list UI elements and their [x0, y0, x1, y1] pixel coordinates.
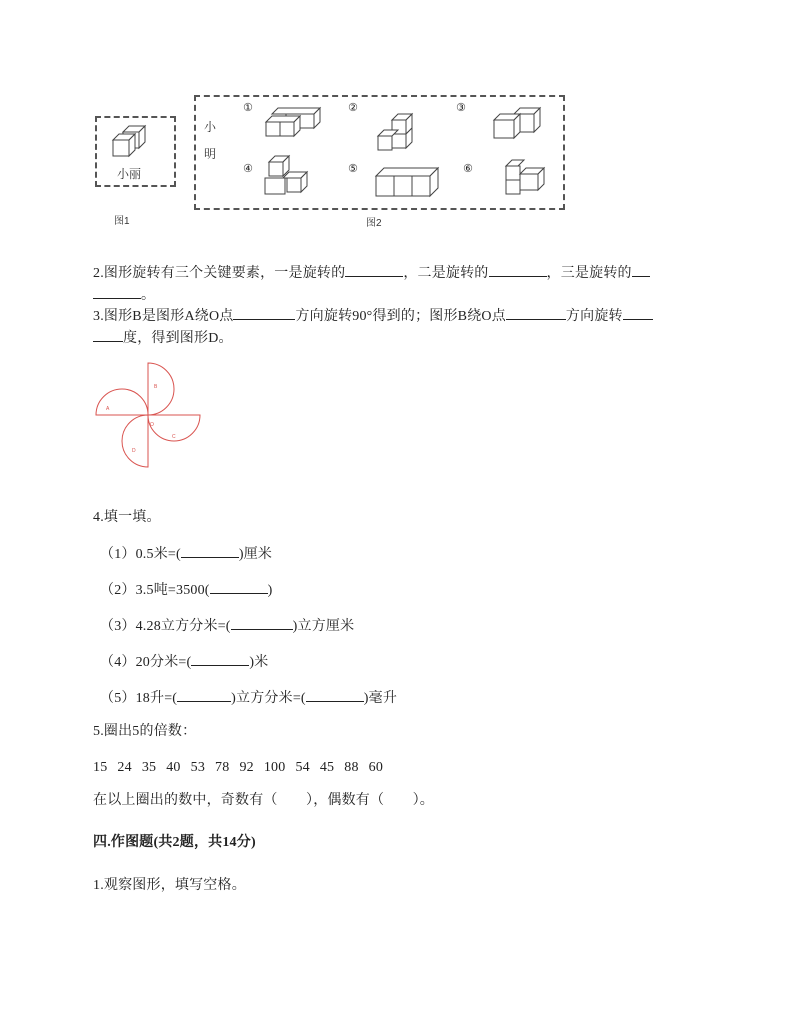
- q2-text-b: ，二是旋转的: [403, 266, 489, 281]
- q2-text-c: ，三是旋转的: [546, 266, 632, 281]
- q2-line1: [93, 262, 650, 284]
- q5-number[interactable]: 35: [141, 760, 157, 775]
- q5-number[interactable]: 92: [239, 760, 254, 775]
- q4-item-1-post: )厘米: [238, 547, 273, 562]
- q4-item-2-post: ): [267, 583, 273, 598]
- option-1-cubes: [266, 108, 326, 138]
- q2-text-d: 。: [141, 288, 156, 303]
- q4-item-3-post: )立方厘米: [292, 619, 355, 634]
- q3-text-d: 度，得到图形D。: [123, 331, 233, 346]
- q4-item-3: [100, 615, 354, 637]
- q5-number-list: [93, 758, 383, 778]
- option-4-cubes: [263, 156, 311, 196]
- q3-line2: [93, 327, 233, 349]
- q5-number[interactable]: 45: [319, 760, 335, 775]
- q5-number[interactable]: 24: [117, 760, 132, 775]
- q2-text-a: 2.图形旋转有三个关键要素，一是旋转的: [93, 266, 346, 281]
- figure2-caption: 图2: [366, 218, 382, 229]
- shape-d: [122, 415, 148, 467]
- q4-item-3-pre: 4.28立方分米=(: [135, 619, 231, 634]
- label-c: C: [172, 434, 176, 440]
- q5-number[interactable]: 53: [190, 760, 206, 775]
- q3-line1: [93, 305, 653, 327]
- option-2-marker: ②: [348, 101, 358, 114]
- q4-item-1: [100, 543, 272, 565]
- section-4-q1: 1.观察图形，填写空格。: [93, 878, 246, 893]
- q5-number[interactable]: 40: [166, 760, 181, 775]
- q4-item-4-post: )米: [249, 655, 269, 670]
- q5-sentence: 在以上圈出的数中，奇数有（ ），偶数有（ ）。: [93, 793, 434, 808]
- q5-number[interactable]: 78: [215, 760, 230, 775]
- q4-item-5-blank-2[interactable]: [306, 687, 364, 702]
- q5-number[interactable]: 100: [263, 760, 286, 775]
- label-o: O: [150, 422, 154, 428]
- q4-title: 4.填一填。: [93, 510, 161, 525]
- label-a: A: [106, 406, 110, 412]
- q4-item-3-num: （3）: [100, 619, 136, 634]
- q5-title: 5.圈出5的倍数：: [93, 724, 197, 739]
- q3-blank-3b[interactable]: [93, 327, 123, 342]
- option-2-cubes: [376, 114, 416, 152]
- q3-text-c: 方向旋转: [565, 309, 623, 324]
- q3-text-a: 3.图形B是图形A绕O点: [93, 309, 234, 324]
- option-5-marker: ⑤: [348, 162, 358, 175]
- q4-item-5-post: )毫升: [363, 691, 398, 706]
- q4-item-2-num: （2）: [100, 583, 136, 598]
- q4-item-5: [100, 687, 397, 709]
- label-d: D: [132, 448, 136, 454]
- q5-number[interactable]: 15: [93, 760, 108, 775]
- figure1-caption: 图1: [114, 216, 130, 227]
- q4-item-5-blank-1[interactable]: [177, 687, 231, 702]
- q4-item-1-blank[interactable]: [181, 543, 239, 558]
- figure2-person-char-1: 小: [204, 120, 217, 134]
- q4-item-5-num: （5）: [100, 691, 136, 706]
- q4-item-4: [100, 651, 268, 673]
- q4-item-1-num: （1）: [100, 547, 136, 562]
- q5-number[interactable]: 88: [344, 760, 359, 775]
- shape-a: [96, 389, 148, 415]
- shape-b: [148, 363, 174, 415]
- q2-blank-3b[interactable]: [93, 284, 141, 299]
- option-4-marker: ④: [243, 162, 253, 175]
- q2-blank-3a[interactable]: [632, 262, 650, 277]
- q5-number[interactable]: 60: [368, 760, 384, 775]
- q4-item-2-blank[interactable]: [210, 579, 268, 594]
- option-6-cubes: [504, 160, 548, 196]
- option-6-marker: ⑥: [463, 162, 473, 175]
- q3-blank-2[interactable]: [506, 305, 566, 320]
- q4-item-4-num: （4）: [100, 655, 136, 670]
- option-1-marker: ①: [243, 101, 253, 114]
- q4-item-4-blank[interactable]: [191, 651, 249, 666]
- q4-item-2: [100, 579, 273, 601]
- q4-item-1-pre: 0.5米=(: [135, 547, 181, 562]
- q4-item-2-pre: 3.5吨=3500(: [135, 583, 210, 598]
- figure1-person-label: 小丽: [117, 167, 142, 181]
- rotation-figure: [92, 360, 212, 480]
- q4-item-5-pre: 18升=(: [135, 691, 178, 706]
- q2-blank-2[interactable]: [489, 262, 547, 277]
- label-b: B: [154, 384, 158, 390]
- q5-number[interactable]: 54: [295, 760, 310, 775]
- option-5-cubes: [376, 168, 440, 198]
- q3-text-b: 方向旋转90°得到的；图形B绕O点: [295, 309, 506, 324]
- q3-blank-1[interactable]: [233, 305, 295, 320]
- option-3-marker: ③: [456, 101, 466, 114]
- q2-line2: [93, 284, 155, 306]
- q2-blank-1[interactable]: [345, 262, 403, 277]
- q4-item-3-blank[interactable]: [231, 615, 293, 630]
- q3-blank-3a[interactable]: [623, 305, 653, 320]
- figure1-cubes: [111, 124, 151, 160]
- option-3-cubes: [494, 108, 544, 140]
- figure2-person-char-2: 明: [204, 147, 217, 161]
- q4-item-4-pre: 20分米=(: [135, 655, 192, 670]
- section-4-heading: 四.作图题(共2题，共14分): [93, 835, 256, 850]
- q4-item-5-mid: )立方分米=(: [231, 691, 306, 706]
